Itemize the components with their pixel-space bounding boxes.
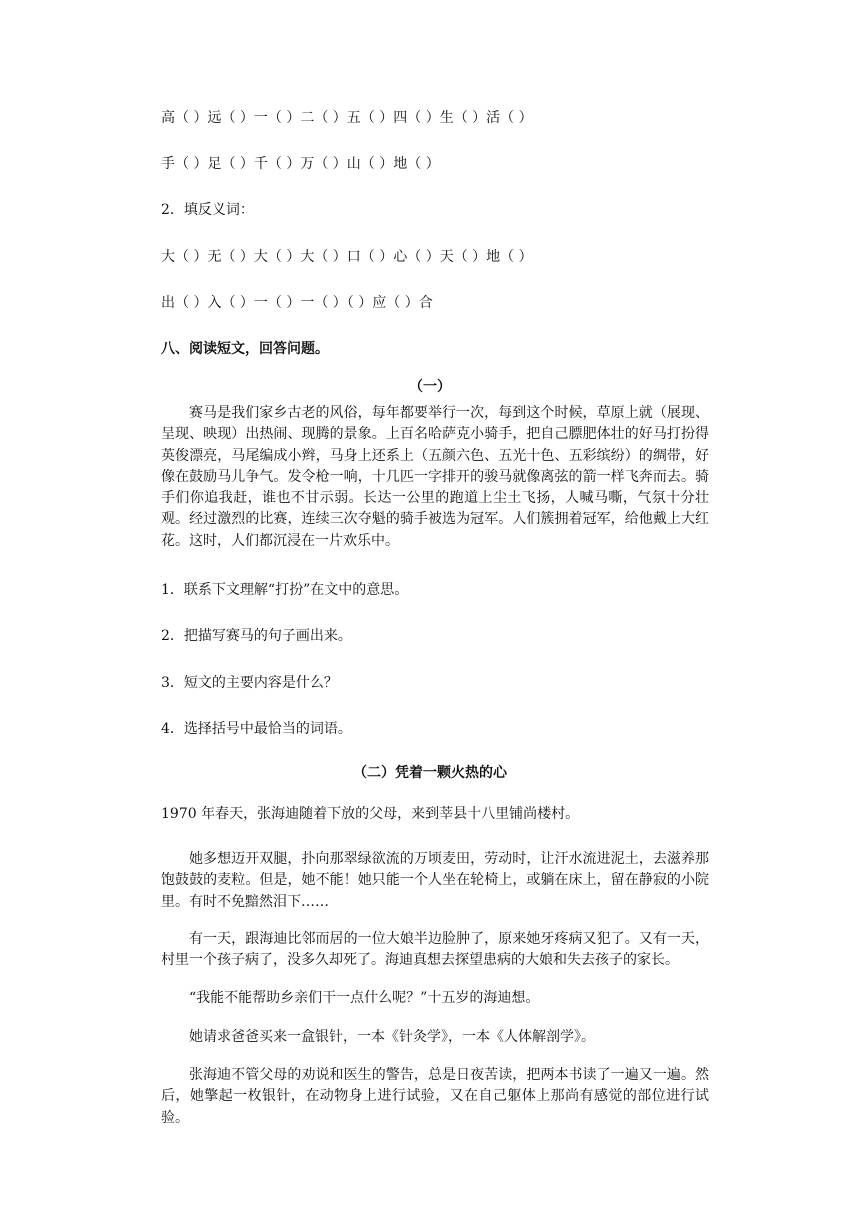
question-4: 4．选择括号中最恰当的词语。	[161, 721, 352, 737]
part-one-title: （一）	[409, 379, 451, 395]
question-3: 3．短文的主要内容是什么？	[161, 675, 338, 691]
fill-blank-line-2: 手（ ）足（ ）千（ ）万（ ）山（ ）地（ ）	[161, 156, 440, 172]
part-two-title: （二）凭着一颗火热的心	[353, 765, 507, 781]
part-one-passage: 赛马是我们家乡古老的风俗，每年都要举行一次，每到这个时候，草原上就（展现、呈现、映现）出热闹、现腾的景象。上百名哈萨克小骑手，把自己膘肥体壮的好马打扮得英俊漂亮，马尾编成小辫，马身上还系上（五颜六色、五光十色、五彩缤纷）的绸带，好像在鼓励马儿争气。发令枪一响，十几匹一字排开的骏马就像离弦的箭一样飞奔而去。骑手们你追我赶，谁也不甘示弱。长达一公里的跑道上尘土飞扬，人喊马嘶，气氛十分壮观。经过激烈的比赛，连续三次夺魁的骑手被选为冠军。人们簇拥着冠军，给他戴上大红花。这时，人们都沉浸在一片欢乐中。	[161, 405, 709, 549]
antonym-heading: 2．填反义词：	[161, 202, 254, 218]
section-heading-reading: 八、阅读短文，回答问题。	[161, 341, 329, 357]
fill-blank-line-1: 高（ ）远（ ）一（ ）二（ ）五（ ）四（ ）生（ ）活（ ）	[161, 110, 533, 126]
part-two-paragraph-3: 有一天，跟海迪比邻而居的一位大娘半边脸肿了，原来她牙疼病又犯了。又有一天，村里一个孩子病了，没多久却死了。海迪真想去探望患病的大娘和失去孩子的家长。	[161, 931, 709, 969]
question-1: 1．联系下文理解“打扮”在文中的意思。	[161, 582, 409, 598]
antonym-line-1: 大（ ）无（ ）大（ ）大（ ）口（ ）心（ ）天（ ）地（ ）	[161, 249, 533, 265]
question-2: 2．把描写赛马的句子画出来。	[161, 628, 352, 644]
antonym-line-2: 出（ ）入（ ）一（ ）一（ ）（ ）应（ ）合	[161, 295, 433, 311]
part-two-paragraph-4: “我能不能帮助乡亲们干一点什么呢？”十五岁的海迪想。	[189, 990, 540, 1006]
part-two-paragraph-5: 她请求爸爸买来一盒银针，一本《针灸学》，一本《人体解剖学》。	[189, 1029, 595, 1045]
part-two-paragraph-1: 1970 年春天，张海迪随着下放的父母，来到莘县十八里铺尚楼村。	[161, 806, 580, 822]
part-two-paragraph-2: 她多想迈开双腿，扑向那翠绿欲流的万顷麦田，劳动时，让汗水流进泥土，去滋养那饱鼓鼓的麦粒。但是，她不能！她只能一个人坐在轮椅上，或躺在床上，留在静寂的小院里。有时不免黯然泪下……	[161, 851, 709, 910]
part-two-paragraph-6: 张海迪不管父母的劝说和医生的警告，总是日夜苦读，把两本书读了一遍又一遍。然后，她擎起一枚银针，在动物身上进行试验，又在自己躯体上那尚有感觉的部位进行试验。	[161, 1067, 709, 1126]
